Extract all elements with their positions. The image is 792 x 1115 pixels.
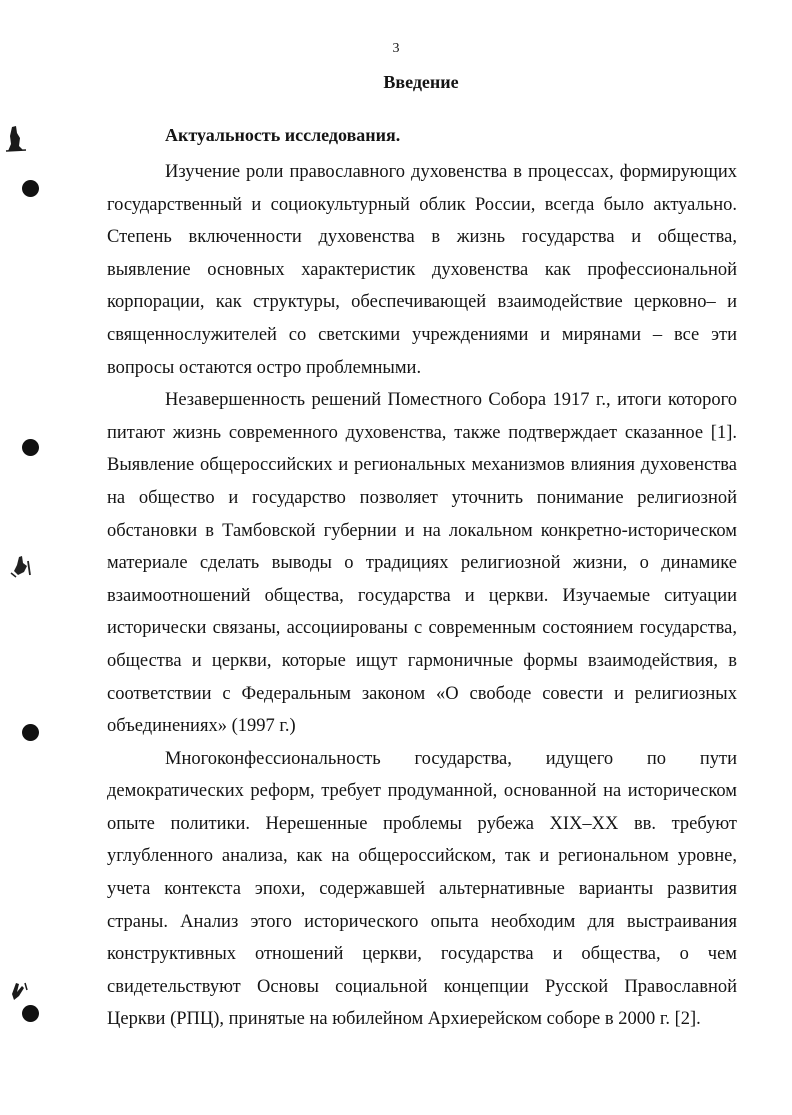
page-number: 3: [392, 41, 400, 56]
page-title: Введение: [383, 72, 459, 92]
paragraph: Многоконфессиональность государства, идущего по пути демократических реформ, требует продуманной, основанной на историческом опыте политики. Нерешенные проблемы рубежа XIX–XX вв. требуют углубленного анализа, как на общероссийском, так и региональном уровне, учета контекста эпохи, содержавшей альтернативные варианты развития страны. Анализ этого исторического опыта необходим для выстраивания конструктивных отношений церкви, государства и общества, о чем свидетельствуют Основы социальной концепции Русской Православной Церкви (РПЦ), принятые на юбилейном Архиерейском соборе в 2000 г. [2].: [107, 748, 737, 1030]
scan-mark: [4, 124, 28, 154]
section-heading: Актуальность исследования.: [165, 125, 401, 145]
binding-hole: [22, 180, 39, 197]
scan-mark: [6, 980, 32, 1002]
scan-mark: [8, 553, 34, 579]
binding-hole: [22, 439, 39, 456]
body-text: [107, 156, 737, 1036]
binding-hole: [22, 724, 39, 741]
paragraph: Незавершенность решений Поместного Собора 1917 г., итоги которого питают жизнь современного духовенства, также подтверждает сказанное [1]. Выявление общероссийских и региональных механизмов влияния духовенства на общество и государство позволяет уточнить понимание религиозной обстановки в Тамбовской губернии и на локальном конкретно-историческом материале сделать выводы о традициях религиозной жизни, о динамике взаимоотношений общества, государства и церкви. Изучаемые ситуации исторически связаны, ассоциированы с современным состоянием государства, общества и церкви, которые ищут гармоничные формы взаимодействия, в соответствии с Федеральным законом «О свободе совести и религиозных объединениях» (1997 г.): [107, 390, 737, 737]
binding-hole: [22, 1005, 39, 1022]
paragraph: Изучение роли православного духовенства в процессах, формирующих государственный и социокультурный облик России, всегда было актуально. Степень включенности духовенства в жизнь государства и общества, выявление основных характеристик духовенства как профессиональной корпорации, как структуры, обеспечивающей взаимодействие церковно– и священнослужителей со светскими учреждениями и мирянами – все эти вопросы остаются остро проблемными.: [107, 162, 737, 378]
